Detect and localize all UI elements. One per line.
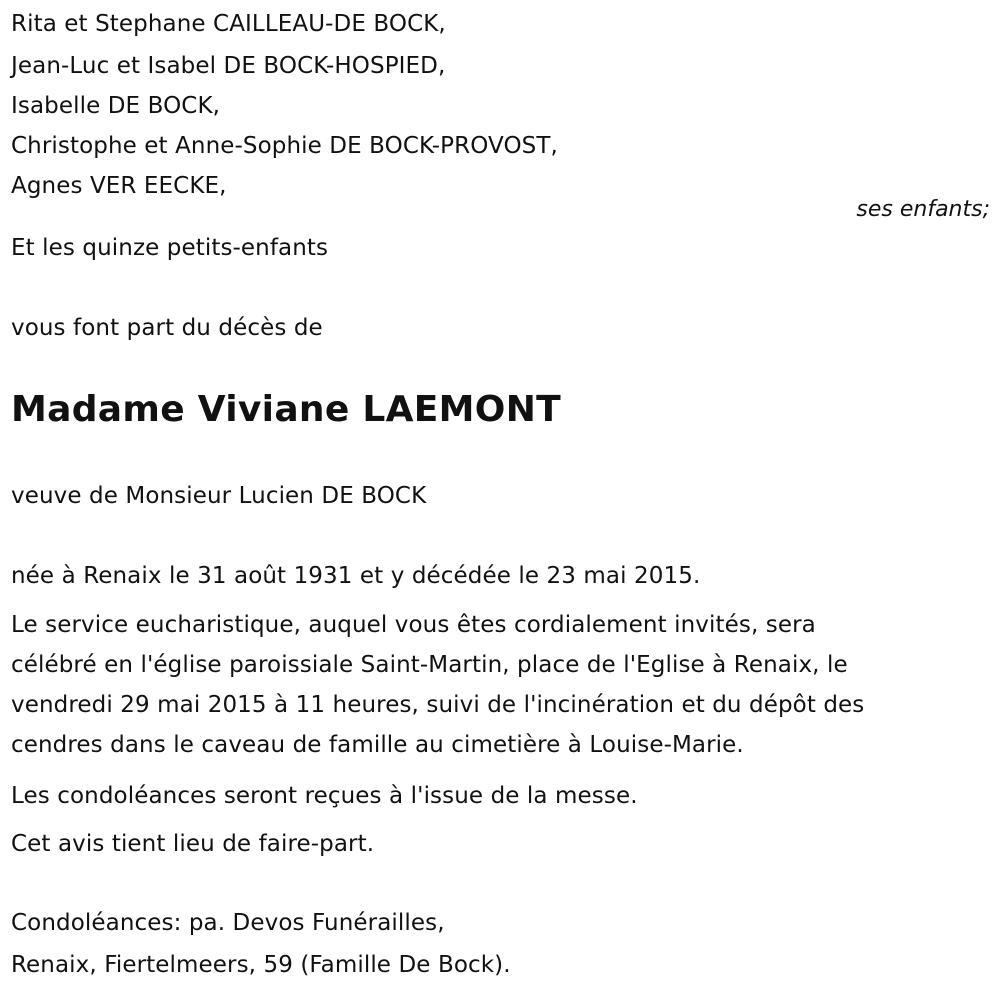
- condolences-address-line-2: Renaix, Fiertelmeers, 59 (Famille De Bock).: [11, 952, 511, 978]
- notice-line: Cet avis tient lieu de faire-part.: [11, 831, 375, 857]
- service-line-4: cendres dans le caveau de famille au cimetière à Louise-Marie.: [11, 732, 744, 758]
- service-line-1: Le service eucharistique, auquel vous êtes cordialement invités, sera: [11, 612, 816, 638]
- announce-line: vous font part du décès de: [11, 315, 323, 341]
- children-line-3: Isabelle DE BOCK,: [11, 93, 221, 119]
- children-line-5: Agnes VER EECKE,: [11, 173, 227, 199]
- children-note: ses enfants;: [856, 197, 990, 222]
- condolences-address-line-1: Condoléances: pa. Devos Funérailles,: [11, 910, 445, 936]
- service-line-2: célébré en l'église paroissiale Saint-Martin, place de l'Eglise à Renaix, le: [11, 652, 848, 678]
- service-line-3: vendredi 29 mai 2015 à 11 heures, suivi de l'incinération et du dépôt des: [11, 692, 865, 718]
- children-line-4: Christophe et Anne-Sophie DE BOCK-PROVOST,: [11, 133, 558, 159]
- deceased-name: Madame Viviane LAEMONT: [11, 389, 561, 430]
- grandchildren-line: Et les quinze petits-enfants: [11, 235, 329, 261]
- condolences-received-line: Les condoléances seront reçues à l'issue de la messe.: [11, 783, 638, 809]
- children-line-1: Rita et Stephane CAILLEAU-DE BOCK,: [11, 11, 446, 37]
- children-line-2: Jean-Luc et Isabel DE BOCK-HOSPIED,: [11, 53, 446, 79]
- widow-of-line: veuve de Monsieur Lucien DE BOCK: [11, 483, 427, 509]
- born-died-line: née à Renaix le 31 août 1931 et y décédée le 23 mai 2015.: [11, 563, 701, 589]
